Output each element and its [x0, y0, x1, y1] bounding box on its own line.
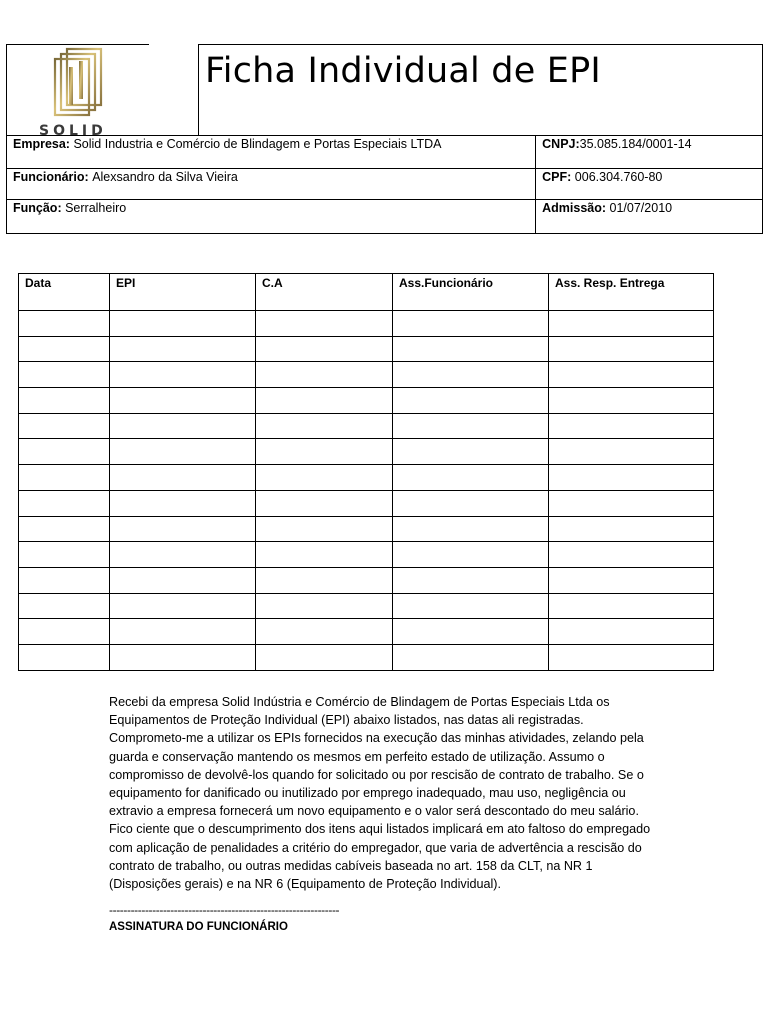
table-row: [19, 336, 714, 362]
table-cell[interactable]: [110, 413, 256, 439]
declaration-line: compromisso de devolvê-los quando for solicitado ou por rescisão de contrato de trabalho. Se o: [109, 767, 644, 782]
table-cell[interactable]: [549, 542, 714, 568]
table-cell[interactable]: [549, 516, 714, 542]
admissao-label: Admissão:: [542, 201, 607, 215]
table-cell[interactable]: [393, 465, 549, 491]
employee-info-table: [6, 135, 763, 234]
table-cell[interactable]: [110, 362, 256, 388]
table-cell[interactable]: [256, 644, 393, 670]
table-row: [19, 516, 714, 542]
table-cell[interactable]: [19, 439, 110, 465]
table-cell[interactable]: [393, 542, 549, 568]
table-cell[interactable]: [256, 465, 393, 491]
table-cell[interactable]: [110, 516, 256, 542]
declaration-line: Equipamentos de Proteção Individual (EPI) abaixo listados, nas datas ali registradas.: [109, 713, 584, 728]
table-cell[interactable]: [256, 516, 393, 542]
declaration-line: (Disposições gerais) e na NR 6 (Equipamento de Proteção Individual).: [109, 877, 502, 892]
table-cell[interactable]: [549, 593, 714, 619]
table-cell[interactable]: [19, 311, 110, 337]
solid-logo: [39, 45, 149, 137]
declaration-line: Comprometo-me a utilizar os EPIs fornecidos na execução das minhas atividades, zelando pela: [109, 731, 644, 746]
table-cell[interactable]: [19, 567, 110, 593]
table-cell[interactable]: [110, 593, 256, 619]
table-cell[interactable]: [110, 490, 256, 516]
table-cell[interactable]: [393, 619, 549, 645]
table-row: [19, 362, 714, 388]
funcionario-cell: [7, 169, 536, 200]
table-cell[interactable]: [393, 413, 549, 439]
declaration-line: guarda e conservação mantendo os mesmos em perfeito estado de utilização. Assumo o: [109, 749, 605, 764]
table-cell[interactable]: [19, 465, 110, 491]
table-cell[interactable]: [549, 336, 714, 362]
table-cell[interactable]: [549, 362, 714, 388]
table-cell[interactable]: [110, 619, 256, 645]
declaration-line: Fico ciente que o descumprimento dos itens aqui listados implicará em ato faltoso do empregado: [109, 822, 651, 837]
table-cell[interactable]: [256, 311, 393, 337]
table-cell[interactable]: [19, 516, 110, 542]
declaration-line: contrato de trabalho, ou outras medidas cabíveis baseada no art. 158 da CLT, na NR 1: [109, 858, 593, 873]
table-cell[interactable]: [19, 619, 110, 645]
table-cell[interactable]: [110, 465, 256, 491]
table-cell[interactable]: [549, 567, 714, 593]
table-row: [19, 439, 714, 465]
table-row: [19, 465, 714, 491]
logo-cell: [6, 44, 198, 136]
empresa-cell: [7, 136, 536, 169]
table-cell[interactable]: [393, 388, 549, 414]
funcionario-label: Funcionário:: [13, 170, 89, 184]
table-cell[interactable]: [110, 336, 256, 362]
table-cell[interactable]: [110, 644, 256, 670]
table-row: [19, 311, 714, 337]
table-cell[interactable]: [19, 644, 110, 670]
table-cell[interactable]: [393, 336, 549, 362]
table-cell[interactable]: [110, 311, 256, 337]
page-title: Ficha Individual de EPI: [205, 51, 601, 91]
table-cell[interactable]: [19, 593, 110, 619]
table-cell[interactable]: [19, 490, 110, 516]
empresa-value: Solid Industria e Comércio de Blindagem e Portas Especiais LTDA: [73, 137, 442, 151]
table-cell[interactable]: [256, 567, 393, 593]
table-cell[interactable]: [393, 516, 549, 542]
table-row: [19, 490, 714, 516]
signature-line: ----------------------------------------------------------------: [109, 903, 340, 917]
funcionario-value: Alexsandro da Silva Vieira: [92, 170, 238, 184]
cpf-cell: [536, 169, 763, 200]
funcao-value: Serralheiro: [65, 201, 127, 215]
column-header-ass-resp-entrega: Ass. Resp. Entrega: [549, 274, 714, 311]
table-row: [19, 413, 714, 439]
table-cell[interactable]: [549, 311, 714, 337]
table-cell[interactable]: [19, 336, 110, 362]
table-cell[interactable]: [393, 311, 549, 337]
table-cell[interactable]: [256, 542, 393, 568]
signature-label: ASSINATURA DO FUNCIONÁRIO: [109, 921, 288, 933]
table-cell[interactable]: [393, 439, 549, 465]
table-cell[interactable]: [393, 593, 549, 619]
cpf-value: 006.304.760-80: [574, 170, 663, 184]
document-header: [6, 44, 763, 240]
table-row: [19, 593, 714, 619]
admissao-value: 01/07/2010: [609, 201, 673, 215]
cnpj-cell: [536, 136, 763, 169]
declaration-line: com aplicação de penalidades a critério do empregador, que varia de advertência a rescisão do: [109, 840, 642, 855]
cnpj-value: 35.085.184/0001-14: [579, 137, 692, 151]
table-cell[interactable]: [549, 413, 714, 439]
table-cell[interactable]: [549, 465, 714, 491]
declaration-text: [109, 693, 669, 893]
table-cell[interactable]: [393, 490, 549, 516]
table-cell[interactable]: [19, 362, 110, 388]
table-cell[interactable]: [256, 388, 393, 414]
table-cell[interactable]: [256, 619, 393, 645]
table-cell[interactable]: [256, 490, 393, 516]
table-cell[interactable]: [110, 388, 256, 414]
epi-table-header: [19, 274, 714, 311]
table-cell[interactable]: [393, 567, 549, 593]
funcao-cell: [7, 200, 536, 234]
table-cell[interactable]: [256, 362, 393, 388]
epi-table: [18, 273, 714, 671]
table-cell[interactable]: [256, 336, 393, 362]
column-header-epi: EPI: [110, 274, 256, 311]
table-cell[interactable]: [549, 619, 714, 645]
table-cell[interactable]: [110, 439, 256, 465]
table-cell[interactable]: [19, 388, 110, 414]
empresa-label: Empresa:: [13, 137, 70, 151]
table-cell[interactable]: [549, 644, 714, 670]
logo-text: SOLID: [39, 123, 107, 137]
declaration-line: equipamento for danificado ou inutilizado por emprego inadequado, mau uso, negligência ou: [109, 786, 626, 801]
column-header-ca: C.A: [256, 274, 393, 311]
declaration-line: extravio a empresa fornecerá um novo equipamento e o valor será descontado do meu salário.: [109, 804, 639, 819]
table-cell[interactable]: [393, 644, 549, 670]
cpf-label: CPF:: [542, 170, 572, 184]
title-cell: [198, 44, 763, 136]
table-cell[interactable]: [19, 413, 110, 439]
table-cell[interactable]: [19, 542, 110, 568]
table-row: [19, 567, 714, 593]
table-row: [19, 388, 714, 414]
cnpj-label: CNPJ:: [542, 137, 580, 151]
declaration-line: Recebi da empresa Solid Indústria e Comércio de Blindagem de Portas Especiais Ltda os: [109, 695, 610, 709]
column-header-data: Data: [19, 274, 110, 311]
table-cell[interactable]: [256, 593, 393, 619]
table-cell[interactable]: [256, 439, 393, 465]
admissao-cell: [536, 200, 763, 234]
table-cell[interactable]: [549, 490, 714, 516]
table-cell[interactable]: [549, 388, 714, 414]
funcao-label: Função:: [13, 201, 62, 215]
column-header-ass-funcionario: Ass.Funcionário: [393, 274, 549, 311]
table-row: [19, 542, 714, 568]
table-row: [19, 619, 714, 645]
table-row: [19, 644, 714, 670]
table-cell[interactable]: [256, 413, 393, 439]
table-cell[interactable]: [110, 567, 256, 593]
table-cell[interactable]: [549, 439, 714, 465]
table-cell[interactable]: [393, 362, 549, 388]
table-cell[interactable]: [110, 542, 256, 568]
